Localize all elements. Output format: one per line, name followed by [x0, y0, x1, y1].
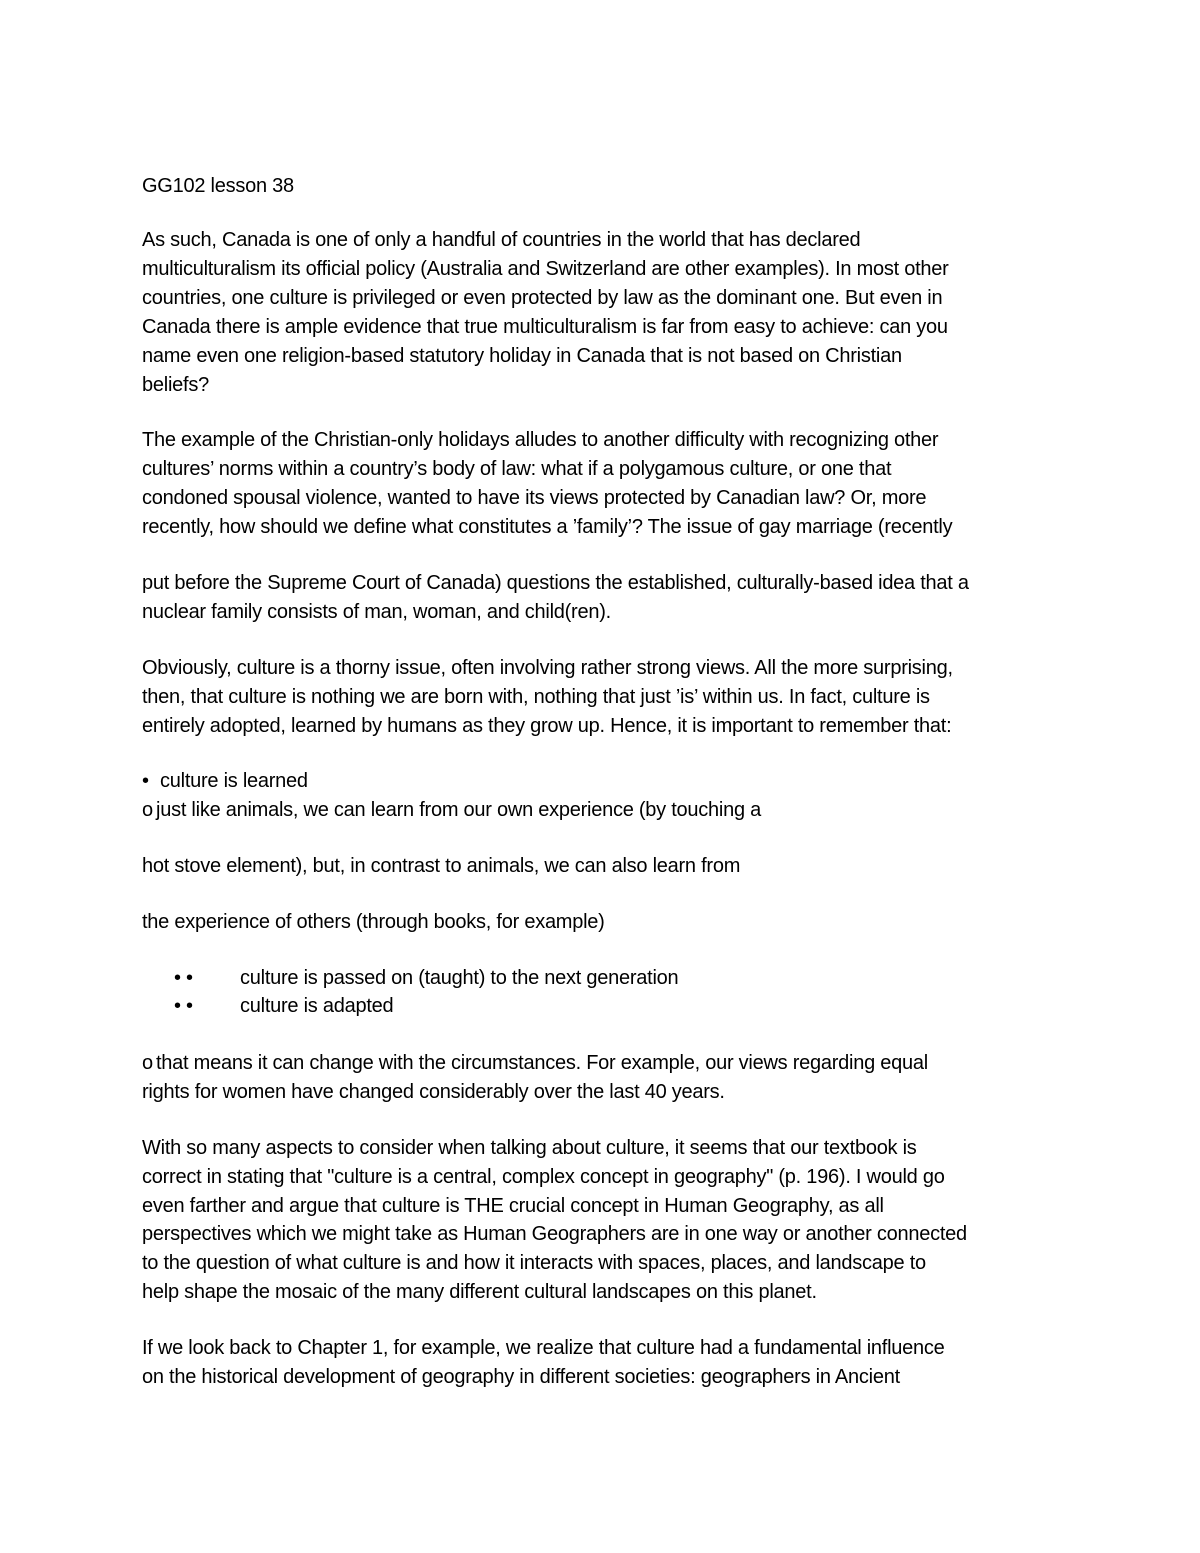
- bullet-mark: •: [142, 770, 149, 792]
- list-item-text: culture is learned: [160, 770, 308, 792]
- sub-list-item: [142, 1049, 928, 1078]
- sub-list-item-text: that means it can change with the circumstances. For example, our views regarding equal: [156, 1052, 928, 1074]
- paragraph-line: help shape the mosaic of the many different cultural landscapes on this planet.: [142, 1281, 817, 1303]
- sub-list-item: [142, 796, 761, 825]
- bullet-mark: • •: [174, 995, 193, 1017]
- paragraph-line: condoned spousal violence, wanted to have its views protected by Canadian law? Or, more: [142, 487, 927, 509]
- paragraph-line: the experience of others (through books, for example): [142, 911, 605, 933]
- paragraph-line: With so many aspects to consider when talking about culture, it seems that our textbook is: [142, 1137, 917, 1159]
- list-item: [142, 992, 393, 1021]
- paragraph-line: cultures’ norms within a country’s body of law: what if a polygamous culture, or one that: [142, 458, 892, 480]
- list-item-text: culture is adapted: [240, 995, 394, 1017]
- list-item: [142, 964, 678, 993]
- paragraph-line: beliefs?: [142, 374, 209, 396]
- paragraph-line: nuclear family consists of man, woman, and child(ren).: [142, 601, 611, 623]
- paragraph-line: multiculturalism its official policy (Australia and Switzerland are other examples). In most other: [142, 258, 949, 280]
- paragraph-line: Canada there is ample evidence that true multiculturalism is far from easy to achieve: can you: [142, 316, 948, 338]
- paragraph-line: Obviously, culture is a thorny issue, often involving rather strong views. All the more surprising,: [142, 657, 953, 679]
- document-title: GG102 lesson 38: [142, 175, 294, 197]
- paragraph-line: If we look back to Chapter 1, for example, we realize that culture had a fundamental influence: [142, 1337, 945, 1359]
- list-item-text: culture is passed on (taught) to the next generation: [240, 967, 679, 989]
- paragraph-line: then, that culture is nothing we are born with, nothing that just ’is’ within us. In fact, culture is: [142, 686, 930, 708]
- paragraph-line: perspectives which we might take as Human Geographers are in one way or another connected: [142, 1223, 967, 1245]
- bullet-mark: • •: [174, 967, 193, 989]
- paragraph-line: even farther and argue that culture is THE crucial concept in Human Geography, as all: [142, 1195, 884, 1217]
- paragraph-line: As such, Canada is one of only a handful of countries in the world that has declared: [142, 229, 861, 251]
- sub-bullet-mark: o: [142, 1052, 153, 1074]
- paragraph-line: The example of the Christian-only holidays alludes to another difficulty with recognizing other: [142, 429, 939, 451]
- paragraph-line: correct in stating that "culture is a central, complex concept in geography" (p. 196). I would go: [142, 1166, 945, 1188]
- paragraph-line: countries, one culture is privileged or even protected by law as the dominant one. But even in: [142, 287, 943, 309]
- sub-bullet-mark: o: [142, 799, 153, 821]
- list-item: [142, 767, 308, 796]
- paragraph-line: recently, how should we define what constitutes a ’family’? The issue of gay marriage (recently: [142, 516, 953, 538]
- paragraph-line: put before the Supreme Court of Canada) questions the established, culturally-based idea that a: [142, 572, 969, 594]
- paragraph-line: name even one religion-based statutory holiday in Canada that is not based on Christian: [142, 345, 902, 367]
- paragraph-line: rights for women have changed considerably over the last 40 years.: [142, 1081, 725, 1103]
- paragraph-line: on the historical development of geography in different societies: geographers in Ancient: [142, 1366, 900, 1388]
- paragraph-line: entirely adopted, learned by humans as they grow up. Hence, it is important to remember that:: [142, 715, 952, 737]
- sub-list-item-text: just like animals, we can learn from our own experience (by touching a: [156, 799, 762, 821]
- paragraph-line: hot stove element), but, in contrast to animals, we can also learn from: [142, 855, 741, 877]
- paragraph-line: to the question of what culture is and how it interacts with spaces, places, and landscape to: [142, 1252, 926, 1274]
